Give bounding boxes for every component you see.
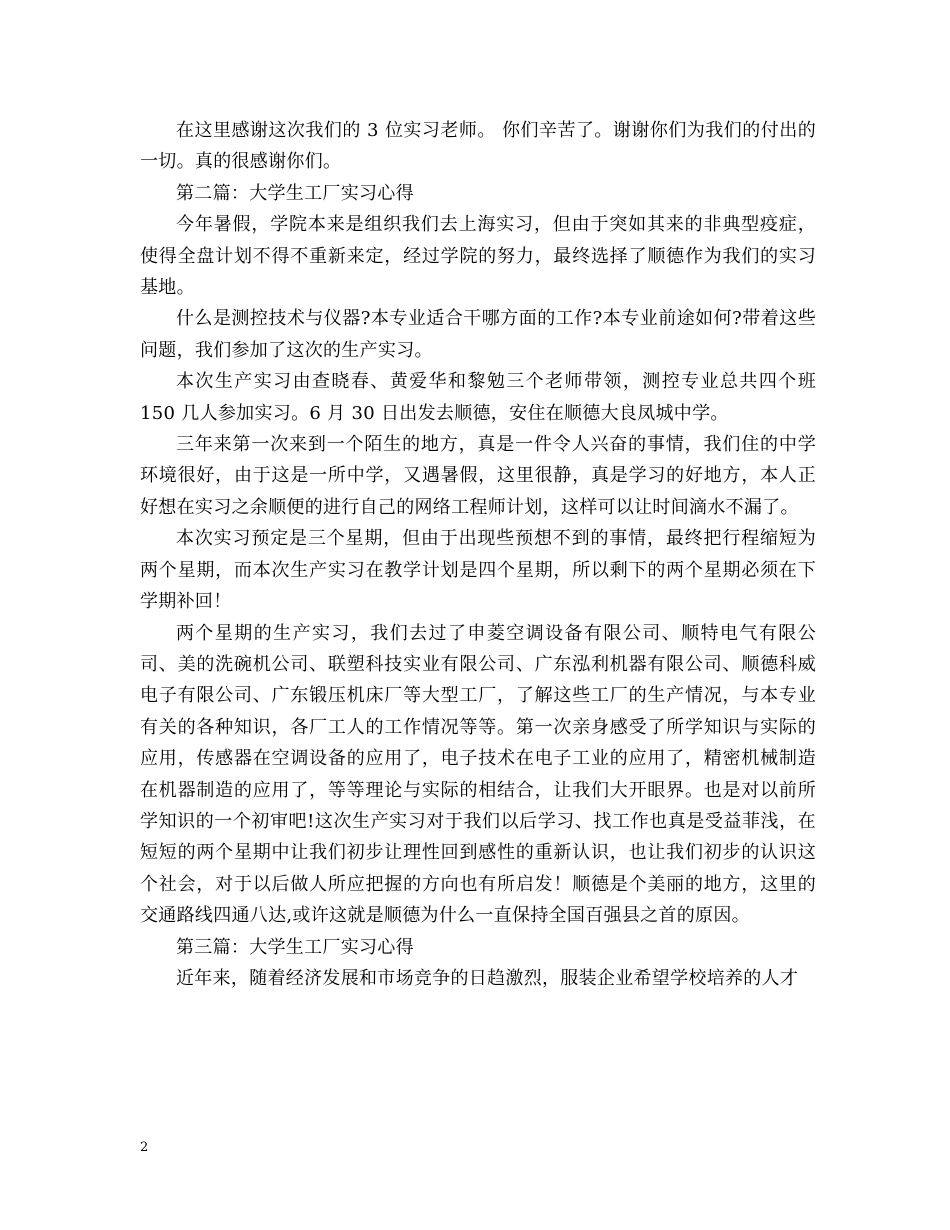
document-body — [140, 115, 816, 994]
section-heading-part-two: 第二篇：大学生工厂实习心得 — [176, 182, 414, 204]
paragraph-first-visit: 三年来第一次来到一个陌生的地方，真是一件令人兴奋的事情，我们住的中学环境很好，由于这是一所中学，又遇暑假，这里很静，真是学习的好地方，本人正好想在实习之余顺便的进行自己的网络工程师计划，这样可以让时间滴水不漏了。 — [140, 434, 816, 518]
section-heading-part-three: 第三篇：大学生工厂实习心得 — [176, 936, 414, 958]
paragraph-questions: 什么是测控技术与仪器?本专业适合干哪方面的工作?本专业前途如何?带着这些问题，我们参加了这次的生产实习。 — [140, 308, 816, 361]
paragraph-schedule: 本次实习预定是三个星期，但由于出现些预想不到的事情，最终把行程缩短为两个星期，而本次生产实习在教学计划是四个星期，所以剩下的两个星期必须在下学期补回！ — [140, 528, 816, 613]
paragraph-summer-plan: 今年暑假，学院本来是组织我们去上海实习，但由于突如其来的非典型疫症，使得全盘计划不得不重新来定，经过学院的努力，最终选择了顺德作为我们的实习基地。 — [140, 214, 816, 299]
paragraph-thanks: 在这里感谢这次我们的 3 位实习老师。 你们辛苦了。谢谢你们为我们的付出的一切。真的很感谢你们。 — [140, 120, 816, 173]
paragraph-economy: 近年来，随着经济发展和市场竞争的日趋激烈，服装企业希望学校培养的人才 — [176, 967, 799, 989]
paragraph-teachers: 本次生产实习由查晓春、黄爱华和黎勉三个老师带领，测控专业总共四个班 150 几人参加实习。6 月 30 日出发去顺德，安住在顺德大良凤城中学。 — [140, 371, 816, 424]
page-number: 2 — [140, 1140, 149, 1155]
paragraph-factories: 两个星期的生产实习，我们去过了申菱空调设备有限公司、顺特电气有限公司、美的洗碗机公司、联塑科技实业有限公司、广东泓利机器有限公司、顺德科威电子有限公司、广东锻压机床厂等大型工厂，了解这些工厂的生产情况，与本专业有关的各种知识，各厂工人的工作情况等等。第一次亲身感受了所学知识与实际的应用，传感器在空调设备的应用了，电子技术在电子工业的应用了，精密机械制造在机器制造的应用了，等等理论与实际的相结合，让我们大开眼界。也是对以前所学知识的一个初审吧!这次生产实习对于我们以后学习、找工作也真是受益菲浅，在短短的两个星期中让我们初步让理性回到感性的重新认识，也让我们初步的认识这个社会，对于以后做人所应把握的方向也有所启发！顺德是个美丽的地方，这里的交通路线四通八达,或许这就是顺德为什么一直保持全国百强县之首的原因。 — [140, 622, 816, 927]
